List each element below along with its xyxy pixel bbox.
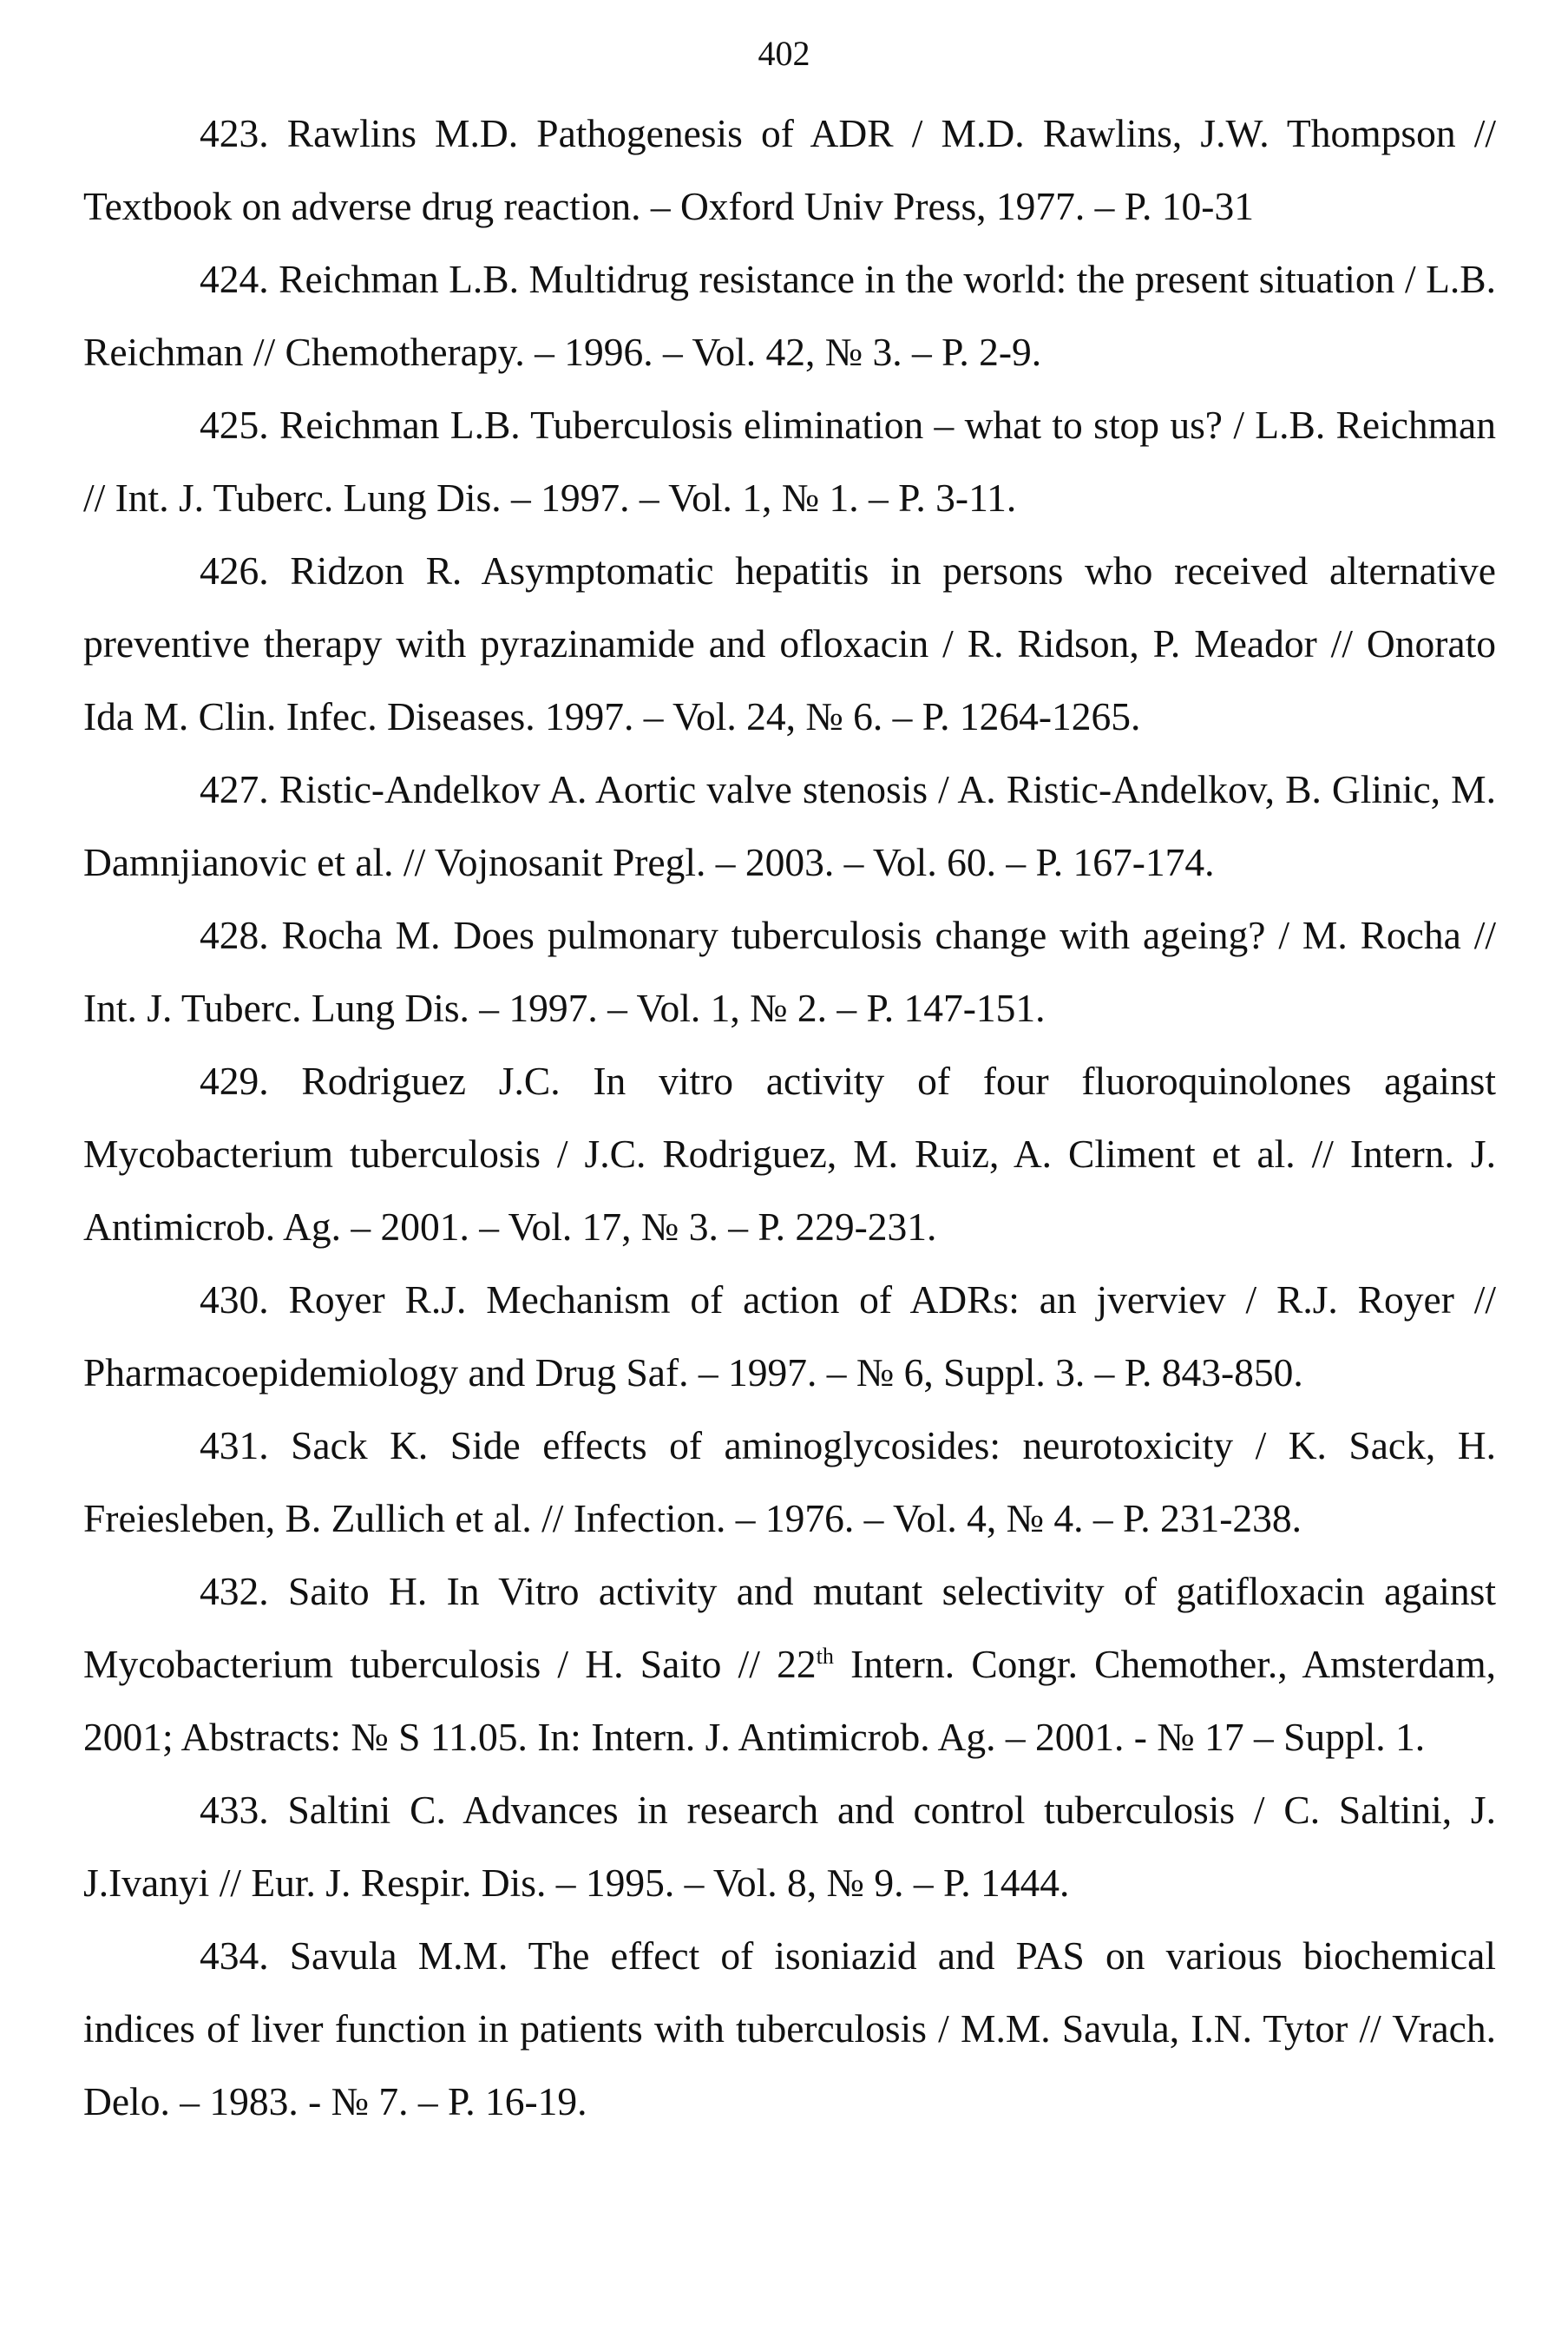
reference-text: 432. Saito H. In Vitro activity and mutant selectivity of gatifloxacin against Mycobacterium tuberculosis / H. Saito // 22 [83,1569,1496,1686]
page-number: 402 [758,34,810,73]
reference-list [83,97,1496,2138]
reference-item: 425. Reichman L.B. Tuberculosis elimination – what to stop us? / L.B. Reichman // Int. J. Tuberc. Lung Dis. – 1997. – Vol. 1, № 1. – P. 3-11. [83,403,1496,520]
reference-item: 426. Ridzon R. Asymptomatic hepatitis in persons who received alternative preventive therapy with pyrazinamide and ofloxacin / R. Ridson, P. Meador // Onorato Ida M. Clin. Infec. Diseases. 1997. – Vol. 24, № 6. – P. 1264-1265. [83,548,1496,738]
reference-item: 424. Reichman L.B. Multidrug resistance in the world: the present situation / L.B. Reichman // Chemotherapy. – 1996. – Vol. 42, № 3. – P. 2-9. [83,257,1496,374]
reference-item: 423. Rawlins M.D. Pathogenesis of ADR / M.D. Rawlins, J.W. Thompson // Textbook on adverse drug reaction. – Oxford Univ Press, 1977. – P. 10-31 [83,111,1496,228]
reference-item: 428. Rocha M. Does pulmonary tuberculosis change with ageing? / M. Rocha // Int. J. Tuberc. Lung Dis. – 1997. – Vol. 1, № 2. – P. 147-151. [83,913,1496,1030]
reference-item: 433. Saltini C. Advances in research and control tuberculosis / C. Saltini, J. J.Ivanyi // Eur. J. Respir. Dis. – 1995. – Vol. 8, № 9. – P. 1444. [83,1788,1496,1905]
ordinal-superscript: th [816,1643,834,1669]
reference-item: 429. Rodriguez J.C. In vitro activity of four fluoroquinolones against Mycobacterium tuberculosis / J.C. Rodriguez, M. Ruiz, A. Climent et al. // Intern. J. Antimicrob. Ag. – 2001. – Vol. 17, № 3. – P. 229-231. [83,1059,1496,1249]
reference-item: 434. Savula M.M. The effect of isoniazid and PAS on various biochemical indices of liver function in patients with tuberculosis / M.M. Savula, I.N. Tytor // Vrach. Delo. – 1983. - № 7. – P. 16-19. [83,1933,1496,2123]
reference-text: Intern. Congr. Chemother., Amsterdam, 2001; Abstracts: № S 11.05. In: Intern. J. Antimicrob. Ag. – 2001. - № 17 – Suppl. 1. [83,1642,1496,1759]
reference-item: 427. Ristic-Andelkov A. Aortic valve stenosis / A. Ristic-Andelkov, B. Glinic, M. Damnjianovic et al. // Vojnosanit Pregl. – 2003. – Vol. 60. – P. 167-174. [83,767,1496,884]
reference-item: 431. Sack K. Side effects of aminoglycosides: neurotoxicity / K. Sack, H. Freiesleben, B. Zullich et al. // Infection. – 1976. – Vol. 4, № 4. – P. 231-238. [83,1423,1496,1540]
reference-item: 430. Royer R.J. Mechanism of action of ADRs: an jverviev / R.J. Royer // Pharmacoepidemiology and Drug Saf. – 1997. – № 6, Suppl. 3. – P. 843-850. [83,1277,1496,1395]
reference-item [83,1555,1496,1774]
